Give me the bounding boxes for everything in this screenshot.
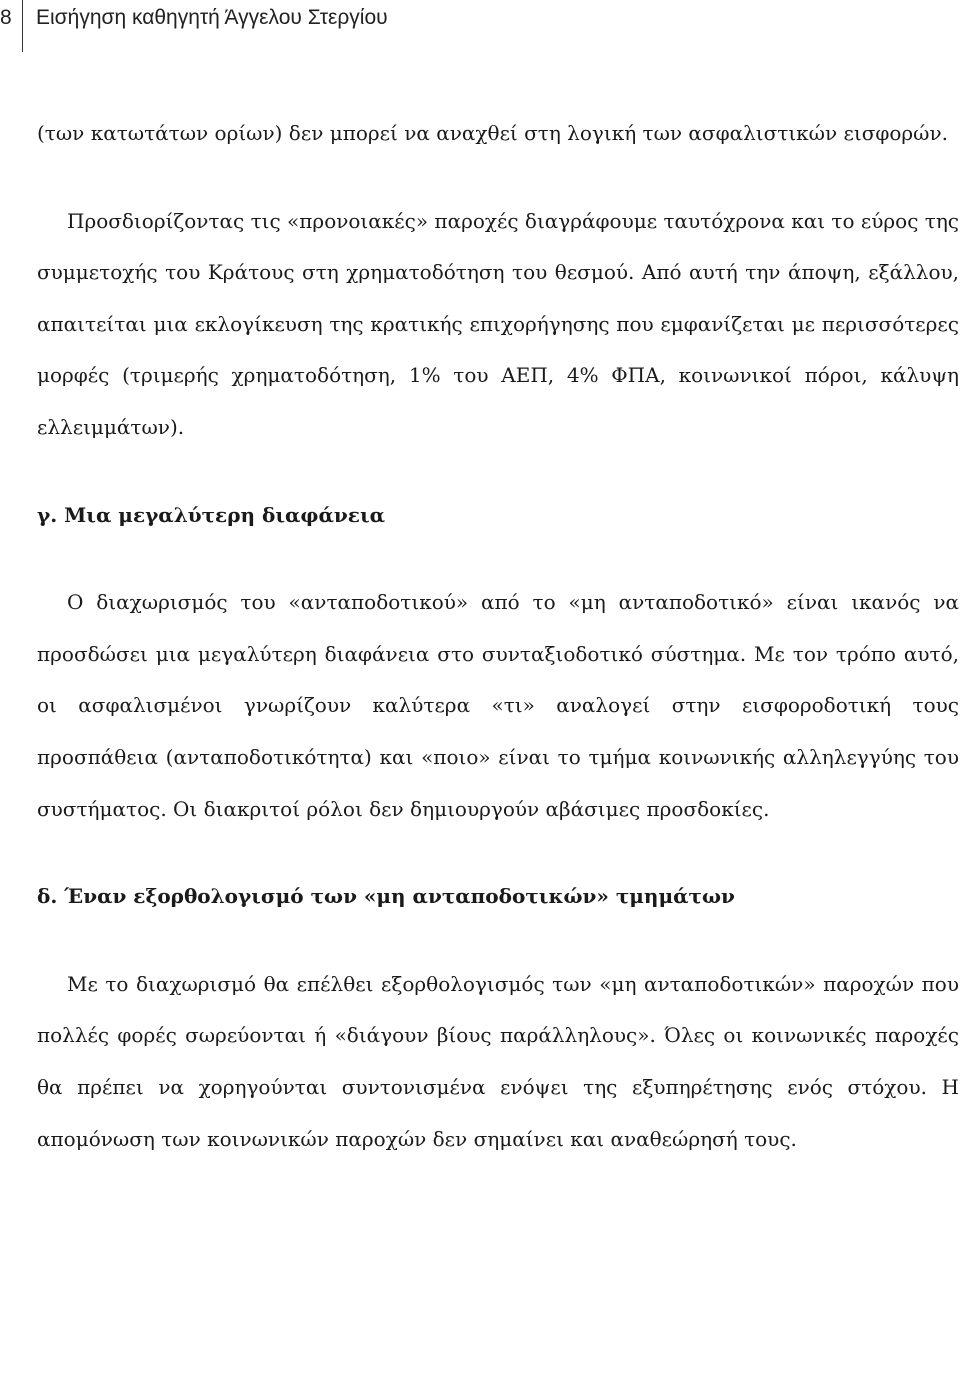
paragraph-1: (των κατωτάτων ορίων) δεν μπορεί να αναχθεί στη λογική των ασφαλιστικών εισφορών.	[37, 121, 948, 145]
section-heading-d: δ. Έναν εξορθολογισμό των «μη ανταποδοτικών» τμημάτων	[37, 884, 735, 909]
header-divider	[22, 0, 23, 52]
document-body	[37, 108, 959, 1165]
paragraph-2: Προσδιορίζοντας τις «προνοιακές» παροχές διαγράφουμε ταυτόχρονα και το εύρος της συμμετοχής του Κράτους στη χρηματοδότηση του θεσμού. Από αυτή την άποψη, εξάλλου, απαιτείται μια εκλογίκευση της κρατικής επιχορήγησης που εμφανίζεται με περισσότερες μορφές (τριμερής χρηματοδότηση, 1% του ΑΕΠ, 4% ΦΠΑ, κοινωνικοί πόροι, κάλυψη ελλειμμάτων).	[37, 208, 960, 439]
section-heading-g: γ. Μια μεγαλύτερη διαφάνεια	[37, 502, 386, 527]
paragraph-4: Με το διαχωρισμό θα επέλθει εξορθολογισμός των «μη ανταποδοτικών» παροχών που πολλές φορές σωρεύονται ή «διάγουν βίους παράλληλους». Όλες οι κοινωνικές παροχές θα πρέπει να χορηγούνται συντονισμένα ενόψει της εξυπηρέτησης ενός στόχου. Η απομόνωση των κοινωνικών παροχών δεν σημαίνει και αναθεώρησή τους.	[37, 971, 959, 1151]
paragraph-3: Ο διαχωρισμός του «ανταποδοτικού» από το «μη ανταποδοτικό» είναι ικανός να προσδώσει μια μεγαλύτερη διαφάνεια στο συνταξιοδοτικό σύστημα. Με τον τρόπο αυτό, οι ασφαλισμένοι γνωρίζουν καλύτερα «τι» αναλογεί στην εισφοροδοτική τους προσπάθεια (ανταποδοτικότητα) και «ποιο» είναι το τμήμα κοινωνικής αλληλεγγύης του συστήματος. Οι διακριτοί ρόλοι δεν δημιουργούν αβάσιμες προσδοκίες.	[37, 590, 959, 821]
page-header	[0, 0, 960, 52]
header-title: Εισήγηση καθηγητή Άγγελου Στεργίου	[36, 6, 388, 29]
page-number: 8	[0, 6, 12, 29]
